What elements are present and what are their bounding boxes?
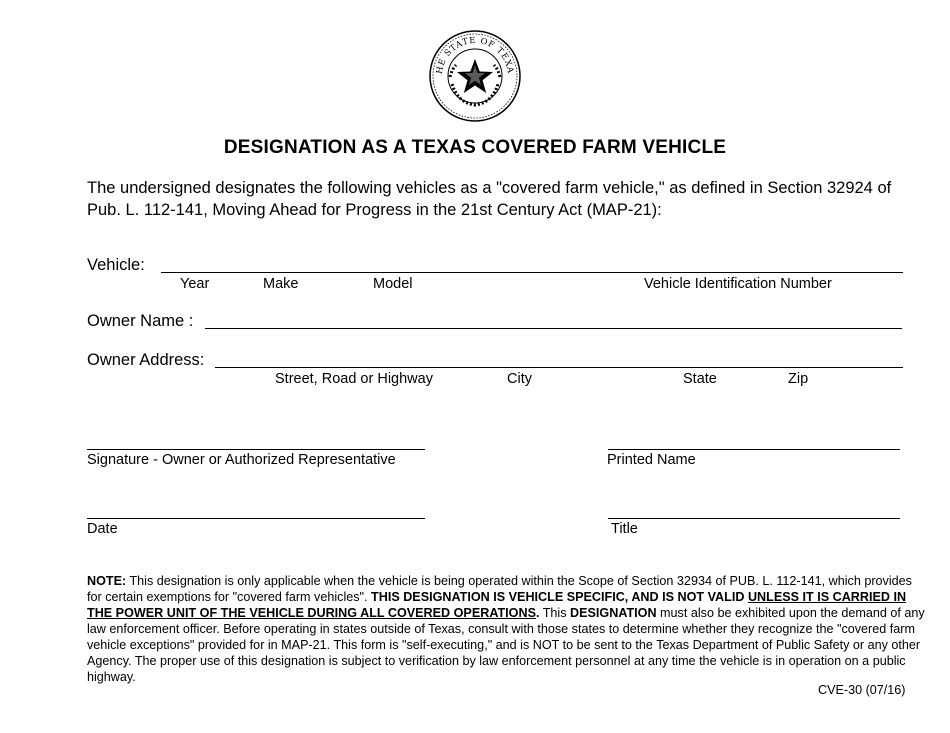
- owner-name-label: Owner Name :: [87, 312, 194, 330]
- signature-field[interactable]: [87, 449, 425, 450]
- note-text-1: This designation is only applicable when the vehicle is being operated within the Scope of Section 32934 of PUB. L. 112-141, which provides for certain exemptions for "covered farm vehicles".: [87, 574, 912, 604]
- signature-caption: Signature - Owner or Authorized Representative: [87, 452, 396, 468]
- note-text-3: must also be exhibited upon the demand of any law enforcement officer. Before operating in states outside of Texas, consult with those states to determine whether they recognize the "covered farm vehicle exceptions" provided for in MAP-21. This form is "self-executing," and is NOT to be sent to the Texas Department of Public Safety or any other Agency. The proper use of this designation is subject to verification by law enforcement personnel at any time the vehicle is in operation on a public highway.: [87, 606, 925, 684]
- note-text-2: This: [539, 606, 571, 620]
- title-caption: Title: [611, 521, 638, 537]
- address-street-caption: Street, Road or Highway: [275, 371, 433, 387]
- form-number: CVE-30 (07/16): [818, 683, 906, 697]
- date-field[interactable]: [87, 518, 425, 519]
- printed-name-field[interactable]: [608, 449, 900, 450]
- address-city-caption: City: [507, 371, 532, 387]
- note-label: NOTE:: [87, 574, 127, 588]
- vehicle-make-caption: Make: [263, 276, 299, 292]
- seal-text: HE STATE OF TEXA: [434, 35, 516, 75]
- note-paragraph: [87, 573, 927, 685]
- vehicle-model-caption: Model: [373, 276, 413, 292]
- owner-address-label: Owner Address:: [87, 351, 205, 369]
- note-bold-underline: UNLESS IT IS CARRIED IN THE POWER UNIT OF THE VEHICLE DURING ALL COVERED OPERATIONS: [87, 590, 907, 620]
- owner-name-field[interactable]: [205, 328, 902, 329]
- printed-name-caption: Printed Name: [607, 452, 696, 468]
- intro-text: The undersigned designates the following vehicles as a "covered farm vehicle," as defined in Section 32924 of Pub. L. 112-141, Moving Ahead for Progress in the 21st Century Act (MAP-21):: [87, 179, 892, 219]
- owner-address-field[interactable]: [215, 367, 903, 368]
- vehicle-label: Vehicle:: [87, 256, 145, 274]
- page-title: DESIGNATION AS A TEXAS COVERED FARM VEHICLE: [223, 137, 727, 158]
- note-bold-1: THIS DESIGNATION IS VEHICLE SPECIFIC, AND IS NOT VALID: [371, 590, 748, 604]
- title-field[interactable]: [608, 518, 900, 519]
- texas-state-seal-icon: [428, 29, 522, 123]
- address-state-caption: State: [683, 371, 717, 387]
- vehicle-vin-caption: Vehicle Identification Number: [644, 276, 832, 292]
- date-caption: Date: [87, 521, 118, 537]
- address-zip-caption: Zip: [788, 371, 809, 387]
- note-bold-2: DESIGNATION: [570, 606, 657, 620]
- note-bold-period: .: [535, 606, 540, 620]
- vehicle-year-caption: Year: [180, 276, 210, 292]
- vehicle-field[interactable]: [161, 272, 903, 273]
